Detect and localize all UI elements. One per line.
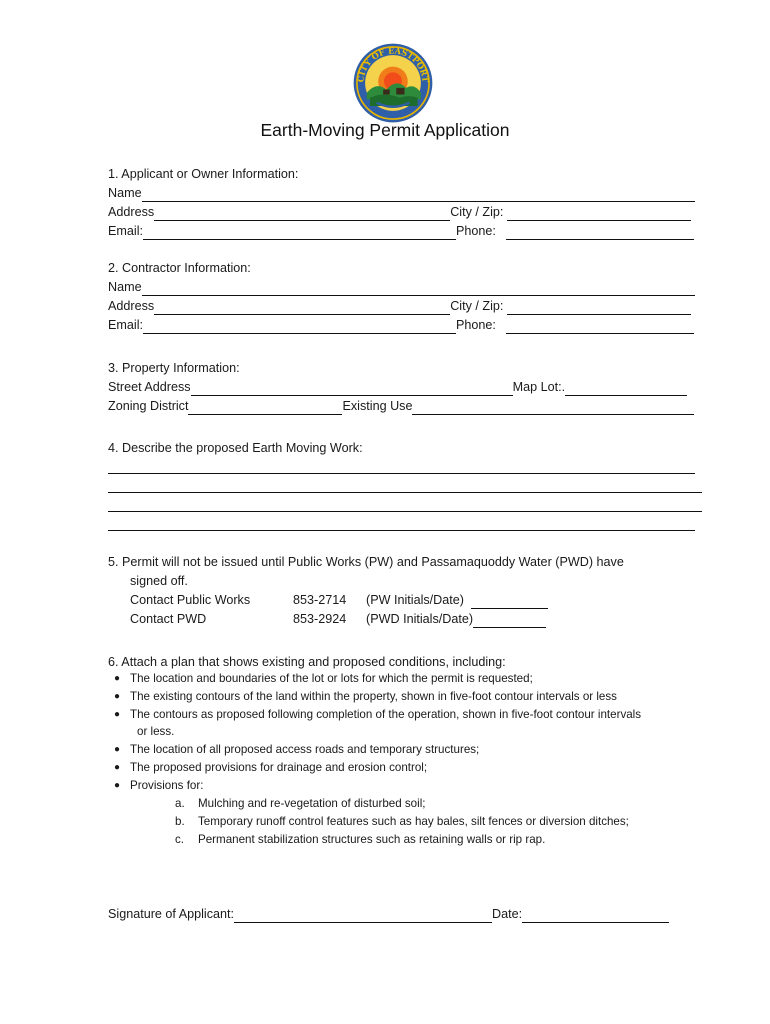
sub-item-marker: c. — [175, 833, 185, 846]
existing-use-field[interactable] — [412, 400, 694, 415]
contractor-name-row — [108, 278, 695, 296]
requirement-item: The location and boundaries of the lot or lots for which the permit is requested; — [130, 672, 533, 685]
name-label: Name — [108, 280, 142, 294]
initials-label: (PWD Initials/Date) — [366, 612, 474, 626]
pwd-initials-date-field[interactable] — [473, 613, 546, 628]
phone-label: Phone: — [456, 224, 496, 238]
section-5-text-line-1: 5. Permit will not be issued until Public Works (PW) and Passamaquoddy Water (PWD) have — [108, 555, 624, 569]
bullet-icon: ● — [114, 762, 121, 773]
requirement-item: The proposed provisions for drainage and erosion control; — [130, 761, 428, 774]
name-label: Name — [108, 186, 142, 200]
city-seal-logo — [352, 42, 434, 124]
zoning-row — [108, 397, 694, 415]
email-label: Email: — [108, 318, 143, 332]
sub-item-text: Temporary runoff control features such as hay bales, silt fences or diversion ditches; — [198, 815, 629, 828]
section-5-text-line-2: signed off. — [130, 574, 188, 588]
initials-label: (PW Initials/Date) — [366, 593, 464, 607]
address-label: Address — [108, 205, 155, 219]
contact-pwd-row — [130, 610, 546, 628]
zoning-district-field[interactable] — [188, 400, 342, 415]
zoning-district-label: Zoning District — [108, 399, 189, 413]
section-2-heading: 2. Contractor Information: — [108, 261, 251, 275]
city-zip-label: City / Zip: — [450, 299, 504, 313]
existing-use-label: Existing Use — [342, 399, 413, 413]
requirement-item: Provisions for: — [130, 779, 204, 792]
pw-initials-date-field[interactable] — [471, 594, 548, 609]
requirement-item: The existing contours of the land within the property, shown in five-foot contour intervals or less — [130, 690, 617, 703]
requirement-item: The location of all proposed access roads and temporary structures; — [130, 743, 480, 756]
section-1-heading: 1. Applicant or Owner Information: — [108, 167, 299, 181]
applicant-name-field[interactable] — [142, 187, 695, 202]
contact-label: Contact Public Works — [130, 593, 251, 607]
applicant-address-row — [108, 203, 691, 221]
sub-item-text: Mulching and re-vegetation of disturbed soil; — [198, 797, 426, 810]
date-field[interactable] — [522, 908, 669, 923]
bullet-icon: ● — [114, 691, 121, 702]
street-address-field[interactable] — [191, 381, 513, 396]
city-zip-label: City / Zip: — [450, 205, 504, 219]
sub-item-text: Permanent stabilization structures such as retaining walls or rip rap. — [198, 833, 546, 846]
phone-label: Phone: — [456, 318, 496, 332]
contractor-address-row — [108, 297, 691, 315]
contact-phone: 853-2924 — [293, 612, 347, 626]
contractor-email-row — [108, 316, 694, 334]
contractor-email-field[interactable] — [143, 319, 456, 334]
bullet-icon: ● — [114, 780, 121, 791]
sub-item-marker: b. — [175, 815, 185, 828]
map-lot-label: Map Lot:. — [512, 380, 566, 394]
contact-label: Contact PWD — [130, 612, 207, 626]
work-description-line-4[interactable] — [108, 530, 695, 531]
contact-phone: 853-2714 — [293, 593, 347, 607]
applicant-city-zip-field[interactable] — [507, 206, 691, 221]
section-6-heading: 6. Attach a plan that shows existing and proposed conditions, including: — [108, 655, 506, 669]
email-label: Email: — [108, 224, 143, 238]
applicant-address-field[interactable] — [154, 206, 450, 221]
section-4-heading: 4. Describe the proposed Earth Moving Work: — [108, 441, 363, 455]
map-lot-field[interactable] — [565, 381, 687, 396]
applicant-email-field[interactable] — [143, 225, 456, 240]
work-description-line-1[interactable] — [108, 473, 695, 474]
address-label: Address — [108, 299, 155, 313]
bullet-icon: ● — [114, 709, 121, 720]
svg-text:CITY OF EASTPORT: CITY OF EASTPORT — [355, 45, 431, 83]
contractor-name-field[interactable] — [142, 281, 695, 296]
page-title: Earth-Moving Permit Application — [260, 120, 510, 140]
contractor-city-zip-field[interactable] — [507, 300, 691, 315]
signature-row — [108, 905, 669, 923]
signature-label: Signature of Applicant: — [108, 907, 235, 921]
bullet-icon: ● — [114, 673, 121, 684]
contact-public-works-row — [130, 591, 548, 609]
street-address-label: Street Address — [108, 380, 191, 394]
applicant-phone-field[interactable] — [506, 225, 694, 240]
work-description-line-2[interactable] — [108, 492, 702, 493]
requirement-item-continuation: or less. — [137, 725, 175, 738]
applicant-email-row — [108, 222, 694, 240]
signature-field[interactable] — [234, 908, 492, 923]
section-3-heading: 3. Property Information: — [108, 361, 240, 375]
bullet-icon: ● — [114, 744, 121, 755]
contractor-phone-field[interactable] — [506, 319, 694, 334]
sub-item-marker: a. — [175, 797, 185, 810]
requirement-item: The contours as proposed following completion of the operation, shown in five-foot contour intervals — [130, 708, 642, 721]
applicant-name-row — [108, 184, 695, 202]
date-label: Date: — [492, 907, 523, 921]
contractor-address-field[interactable] — [154, 300, 450, 315]
street-address-row — [108, 378, 687, 396]
work-description-line-3[interactable] — [108, 511, 702, 512]
